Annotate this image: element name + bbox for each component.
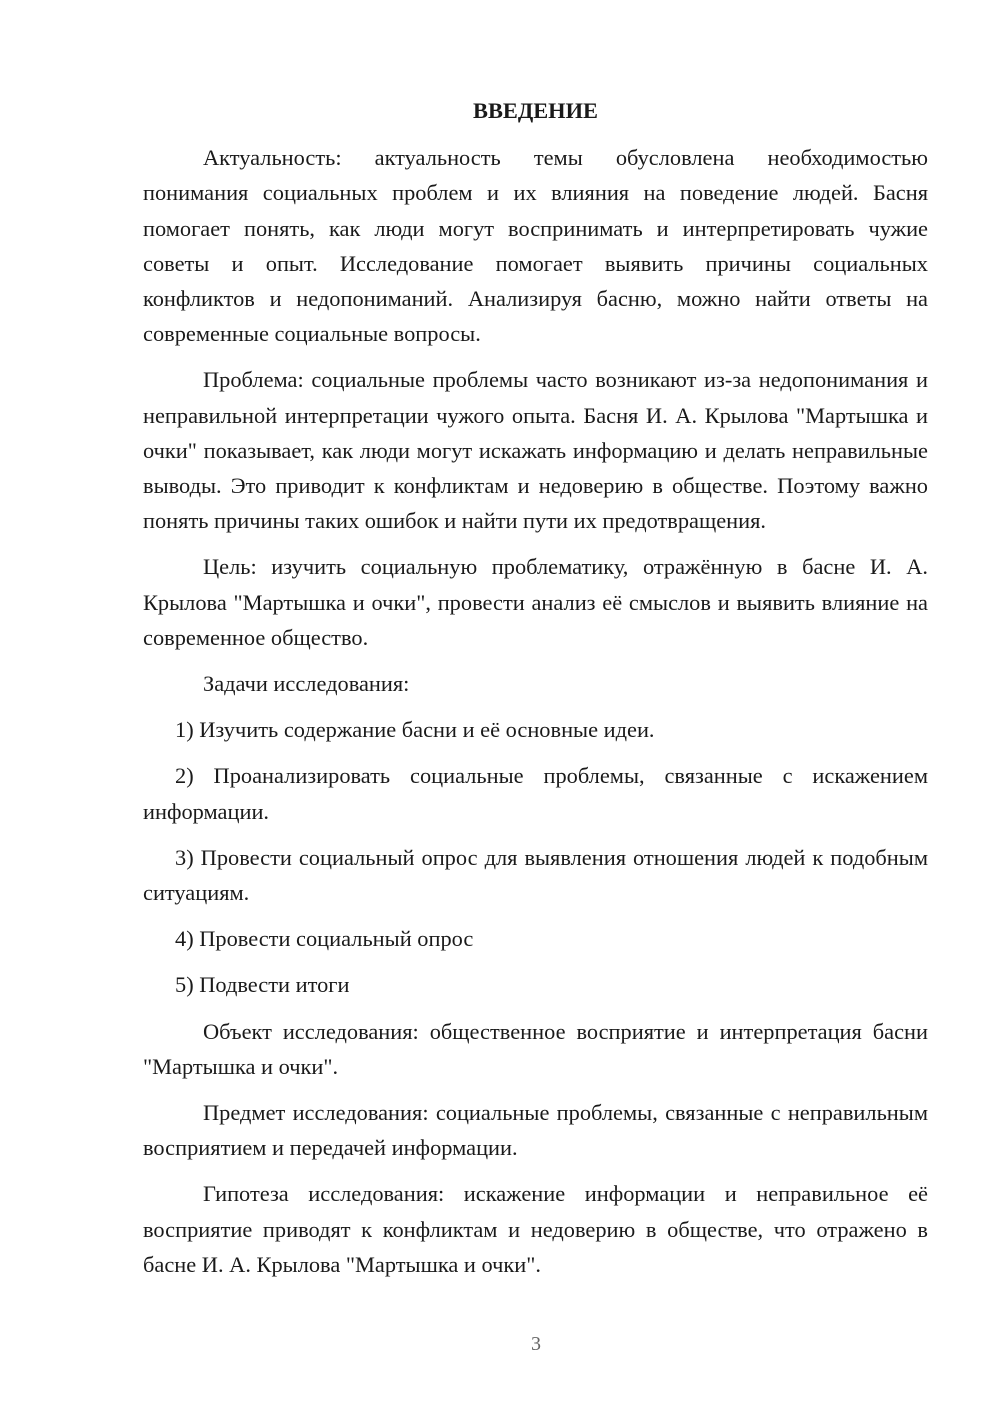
page-content	[143, 93, 928, 1293]
paragraph-problem: Проблема: социальные проблемы часто возникают из-за недопонимания и неправильной интерпретации чужого опыта. Басня И. А. Крылова "Мартышка и очки" показывает, как люди могут искажать информацию и делать неправильные выводы. Это приводит к конфликтам и недоверию в обществе. Поэтому важно понять причины таких ошибок и найти пути их предотвращения.	[143, 367, 928, 534]
paragraph-subject: Предмет исследования: социальные проблемы, связанные с неправильным восприятием и передачей информации.	[143, 1100, 928, 1161]
paragraph-goal: Цель: изучить социальную проблематику, отражённую в басне И. А. Крылова "Мартышка и очки", провести анализ её смыслов и выявить влияние на современное общество.	[143, 554, 928, 650]
page-number: 3	[531, 1333, 541, 1355]
task-item-2: 2) Проанализировать социальные проблемы, связанные с искажением информации.	[143, 763, 928, 824]
task-item-5: 5) Подвести итоги	[175, 972, 350, 998]
paragraph-tasks-heading: Задачи исследования:	[203, 671, 410, 697]
paragraph-hypothesis: Гипотеза исследования: искажение информации и неправильное её восприятие приводят к конфликтам и недоверию в обществе, что отражено в басне И. А. Крылова "Мартышка и очки".	[143, 1181, 928, 1277]
paragraph-object: Объект исследования: общественное восприятие и интерпретация басни "Мартышка и очки".	[143, 1018, 928, 1079]
section-title: ВВЕДЕНИЕ	[473, 98, 598, 123]
task-item-3: 3) Провести социальный опрос для выявления отношения людей к подобным ситуациям.	[143, 844, 928, 906]
paragraph-relevance: Актуальность: актуальность темы обусловлена необходимостью понимания социальных проблем и их влияния на поведение людей. Басня помогает понять, как люди могут воспринимать и интерпретировать чужие советы и опыт. Исследование помогает выявить причины социальных конфликтов и недопониманий. Анализируя басню, можно найти ответы на современные социальные вопросы.	[143, 145, 928, 347]
task-item-1: 1) Изучить содержание басни и её основные идеи.	[175, 717, 655, 743]
task-item-4: 4) Провести социальный опрос	[175, 926, 474, 952]
